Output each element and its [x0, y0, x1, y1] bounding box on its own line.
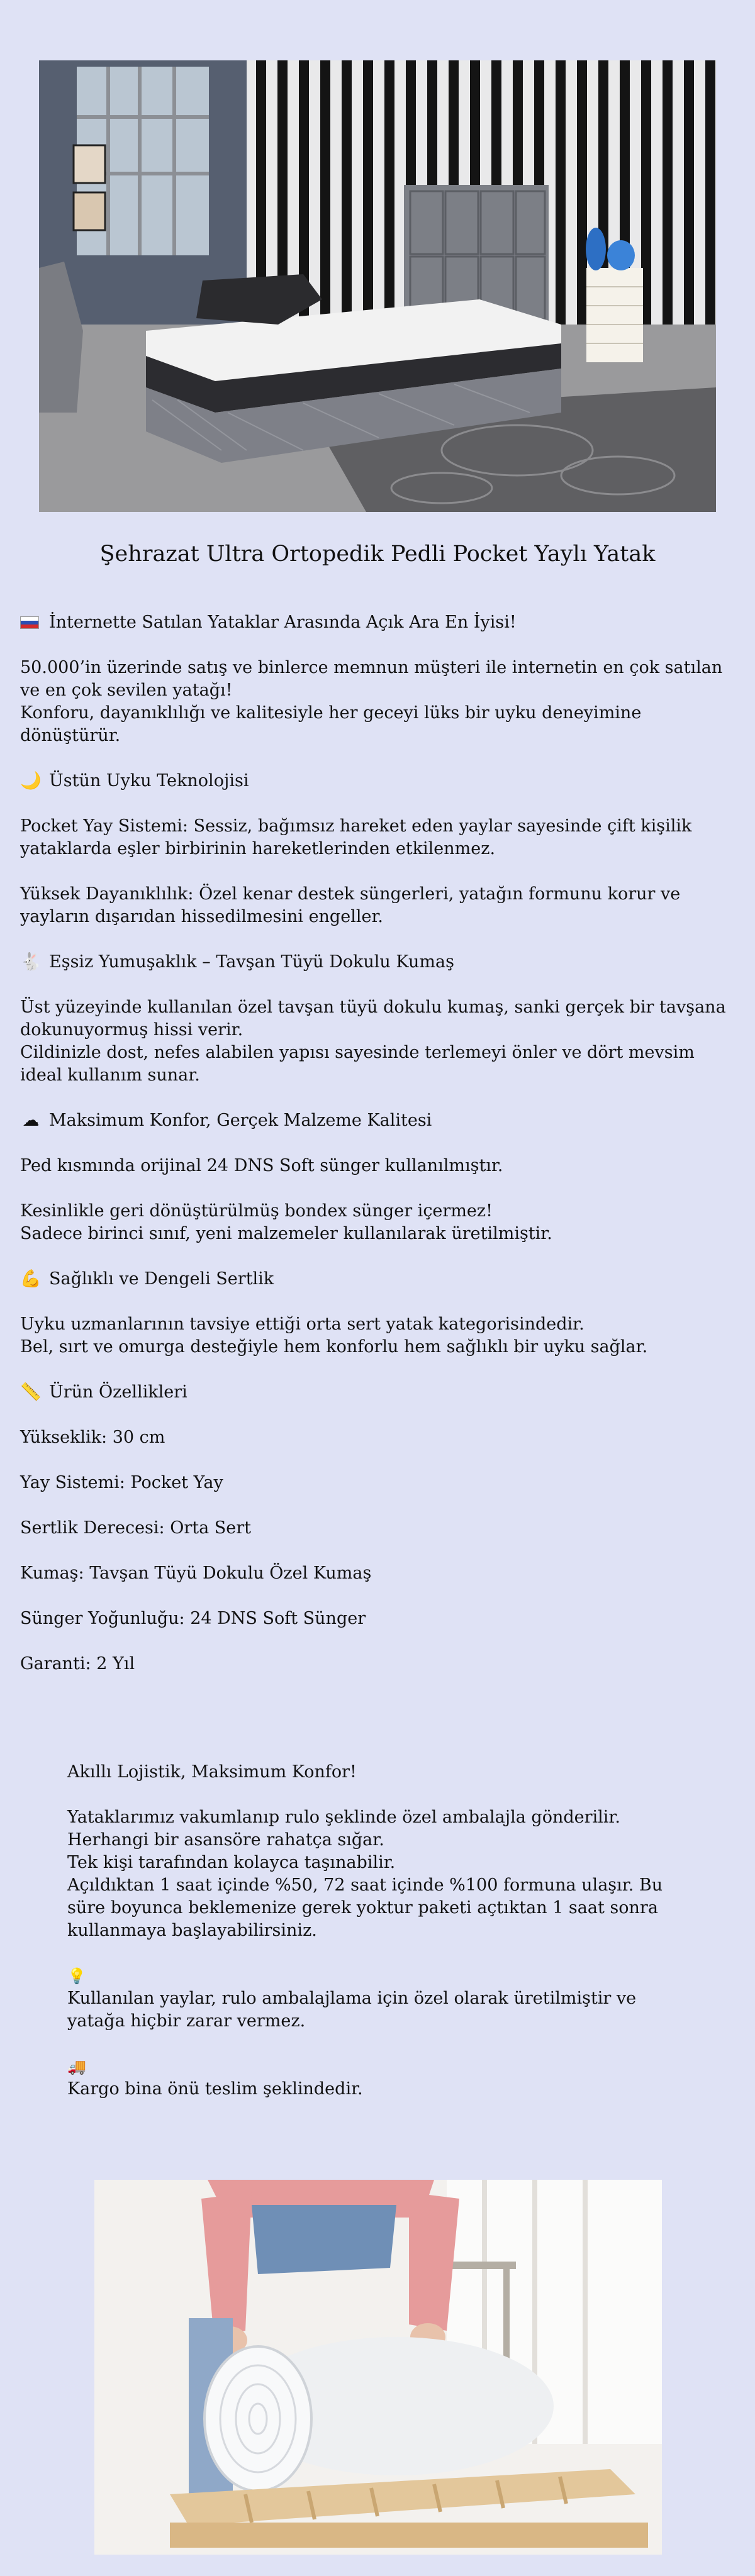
- flag-icon: [20, 616, 39, 629]
- logistics-line: Yataklarımız vakumlanıp rulo şeklinde özel ambalajla gönderilir.: [67, 1807, 620, 1827]
- logistics-line: Tek kişi tarafından kolayca taşınabilir.: [67, 1853, 396, 1872]
- paragraph-line: Yükseklik: 30 cm: [20, 1428, 165, 1447]
- paragraph: [20, 1472, 737, 1494]
- paragraph-line: Kumaş: Tavşan Tüyü Dokulu Özel Kumaş: [20, 1563, 372, 1583]
- paragraph-line: Kesinlikle geri dönüştürülmüş bondex sünger içermez!: [20, 1201, 493, 1221]
- section-heading: [20, 770, 737, 792]
- section-heading-text: [20, 611, 737, 634]
- heading-label: Ürün Özellikleri: [49, 1382, 187, 1402]
- muscle-icon: 💪: [20, 1269, 42, 1289]
- paragraph-line: Üst yüzeyinde kullanılan özel tavşan tüyü dokulu kumaş, sanki gerçek bir tavşana dokunuyormuş hissi verir.: [20, 997, 726, 1040]
- paragraph-line: Pocket Yay Sistemi: Sessiz, bağımsız hareket eden yaylar sayesinde çift kişilik yataklarda eşler birbirinin hareketlerinden etkilenmez.: [20, 816, 692, 858]
- paragraph-line: Sadece birinci sınıf, yeni malzemeler kullanılarak üretilmiştir.: [20, 1224, 552, 1243]
- section-heading: [20, 1268, 737, 1291]
- section-heading: [20, 611, 737, 634]
- heading-label: Sağlıklı ve Dengeli Sertlik: [49, 1269, 274, 1289]
- product-description: [20, 611, 737, 1698]
- paragraph-line: Garanti: 2 Yıl: [20, 1654, 135, 1674]
- paragraph: [20, 1426, 737, 1449]
- logistics-line: Açıldıktan 1 saat içinde %50, 72 saat içinde %100 formuna ulaşır. Bu süre boyunca beklemenize gerek yoktur paketi açtıktan 1 saat sonra kullanmaya başlayabilirsiniz.: [67, 1875, 663, 1940]
- paragraph: [20, 1562, 737, 1585]
- paragraph-line: 50.000’in üzerinde satış ve binlerce memnun müşteri ile internetin en çok satılan ve en çok sevilen yatağı!: [20, 658, 723, 700]
- truck-icon: 🚚: [67, 2058, 86, 2075]
- logistics-title: Akıllı Lojistik, Maksimum Konfor!: [67, 1762, 357, 1782]
- product-title: Şehrazat Ultra Ortopedik Pedli Pocket Yaylı Yatak: [99, 541, 656, 567]
- heading-label: Eşsiz Yumuşaklık – Tavşan Tüyü Dokulu Kumaş: [49, 952, 454, 972]
- section-heading-text: [20, 1381, 737, 1404]
- section-heading: [20, 1109, 737, 1132]
- ruler-icon: 📏: [20, 1382, 42, 1402]
- paragraph-line: Ped kısmında orijinal 24 DNS Soft sünger kullanılmıştır.: [20, 1156, 503, 1175]
- rabbit-icon: 🐇: [20, 952, 42, 972]
- paragraph: [20, 1155, 737, 1177]
- section-heading-text: [20, 1109, 737, 1132]
- section-heading-text: [20, 770, 737, 792]
- section-heading: [20, 1381, 737, 1404]
- paragraph-line: Yüksek Dayanıklılık: Özel kenar destek süngerleri, yatağın formunu korur ve yayların dışarıdan hissedilmesini engeller.: [20, 884, 681, 926]
- paragraph: [20, 657, 737, 747]
- logistics-tip: Kullanılan yaylar, rulo ambalajlama için özel olarak üretilmiştir ve yatağa hiçbir zarar vermez.: [67, 1989, 637, 2031]
- paragraph-line: Uyku uzmanlarının tavsiye ettiği orta sert yatak kategorisindedir.: [20, 1314, 584, 1334]
- paragraph: [20, 815, 737, 860]
- logistics-line: Herhangi bir asansöre rahatça sığar.: [67, 1830, 384, 1850]
- section-heading: [20, 951, 737, 974]
- paragraph-line: Cildinizle dost, nefes alabilen yapısı sayesinde terlemeyi önler ve dört mevsim ideal kullanım sunar.: [20, 1043, 695, 1085]
- paragraph: [20, 1653, 737, 1675]
- heading-label: İnternette Satılan Yataklar Arasında Açık Ara En İyisi!: [49, 613, 517, 632]
- paragraph-line: Yay Sistemi: Pocket Yay: [20, 1473, 223, 1492]
- logistics-section: [67, 1761, 696, 2101]
- paragraph: [20, 1313, 737, 1358]
- section-heading-text: [20, 1268, 737, 1291]
- paragraph: [20, 883, 737, 928]
- paragraph-line: Sünger Yoğunluğu: 24 DNS Soft Sünger: [20, 1609, 366, 1628]
- paragraph: [20, 996, 737, 1087]
- section-heading-text: [20, 951, 737, 974]
- moon-icon: 🌙: [20, 771, 42, 791]
- lightbulb-icon: 💡: [67, 1967, 86, 1985]
- paragraph-line: Bel, sırt ve omurga desteğiyle hem konforlu hem sağlıklı bir uyku sağlar.: [20, 1337, 648, 1357]
- paragraph: [20, 1607, 737, 1630]
- paragraph-line: Konforu, dayanıklılığı ve kalitesiyle her geceyi lüks bir uyku deneyimine dönüştürür.: [20, 703, 642, 745]
- logistics-delivery: Kargo bina önü teslim şeklindedir.: [67, 2079, 363, 2099]
- paragraph-line: Sertlik Derecesi: Orta Sert: [20, 1518, 252, 1538]
- heading-label: Maksimum Konfor, Gerçek Malzeme Kalitesi: [49, 1111, 432, 1130]
- heading-label: Üstün Uyku Teknolojisi: [49, 771, 249, 791]
- bedroom-mattress-photo: [39, 60, 716, 512]
- paragraph: [20, 1517, 737, 1540]
- cloud-icon: ☁: [22, 1111, 40, 1130]
- rolled-mattress-photo: [94, 2180, 662, 2555]
- paragraph: [20, 1200, 737, 1245]
